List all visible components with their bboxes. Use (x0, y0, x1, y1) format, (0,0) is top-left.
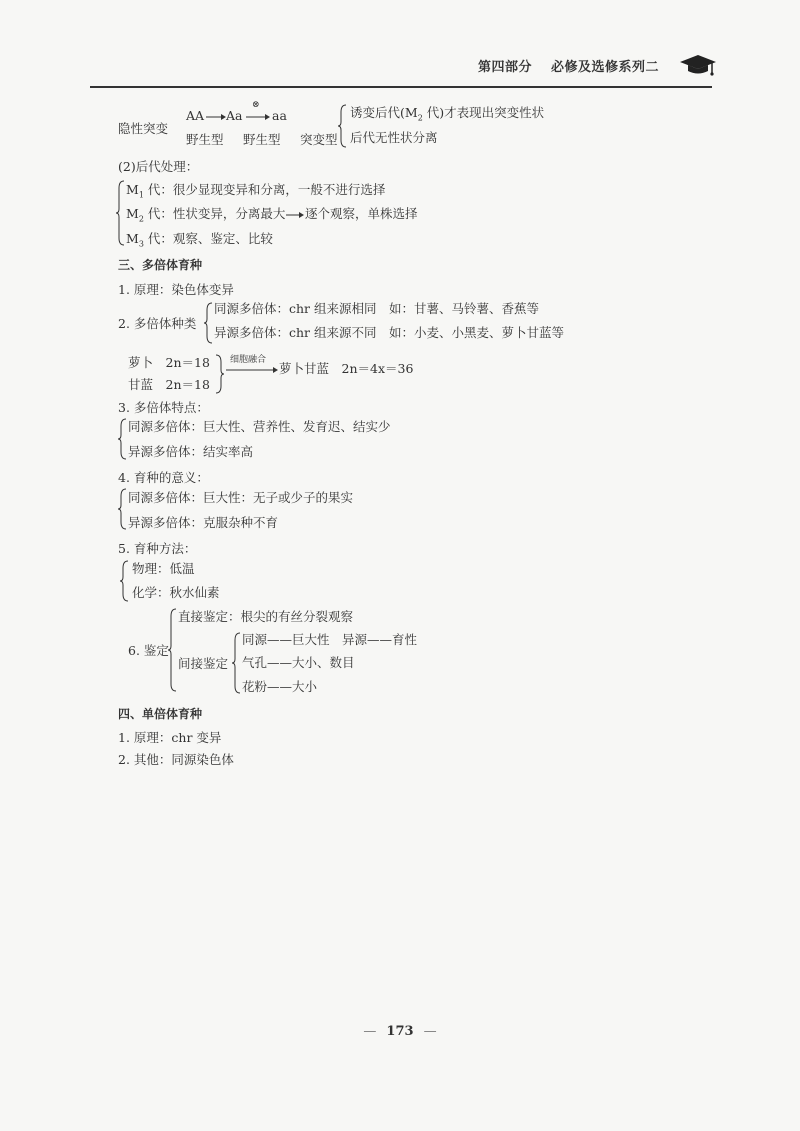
identification-indirect: 间接鉴定 (178, 656, 229, 671)
selfing-icon: ⊗ (252, 100, 260, 110)
header-series: 必修及选修系列二 (551, 60, 660, 75)
method-chemical: 化学：秋水仙素 (132, 585, 220, 600)
mutant-type: 突变型 (300, 132, 338, 147)
haploid-principle: 1. 原理：chr 变异 (118, 730, 222, 745)
offspring-m1: $M_1$ 代：很少显现变异和分离，一般不进行选择 (126, 182, 386, 200)
indirect-stomata: 气孔——大小、数目 (242, 655, 355, 670)
recessive-label: 隐性突变 (118, 121, 169, 136)
header-rule (90, 86, 712, 88)
brace (116, 180, 126, 246)
section-heading-polyploid: 三、多倍体育种 (118, 258, 203, 272)
fusion-label: 细胞融合 (230, 355, 267, 365)
arrow-icon (246, 112, 270, 122)
genotype-aa-rec: aa (272, 108, 287, 123)
polyploid-significance-allo: 异源多倍体：克服杂种不育 (128, 515, 279, 530)
wild-type-2: 野生型 (243, 132, 281, 147)
section-heading-haploid: 四、单倍体育种 (118, 707, 203, 721)
polyploid-principle: 1. 原理：染色体变异 (118, 282, 234, 297)
genotype-aa: AA (186, 108, 205, 123)
header-part: 第四部分 (478, 60, 533, 75)
brace (118, 488, 128, 530)
polyploid-features-allo: 异源多倍体：结实率高 (128, 444, 254, 459)
genotype-aa-het: Aa (226, 108, 243, 123)
running-header (478, 56, 659, 75)
polyploid-features-auto: 同源多倍体：巨大性、营养性、发育迟、结实少 (128, 419, 391, 434)
graduation-cap-icon (678, 52, 718, 78)
identification-label: 6. 鉴定 (128, 643, 169, 658)
brace (118, 418, 128, 460)
polyploid-types-label: 2. 多倍体种类 (118, 316, 197, 331)
brace (204, 302, 214, 344)
brace (232, 632, 242, 694)
offspring-title: (2)后代处理： (118, 159, 199, 174)
haploid-other: 2. 其他：同源染色体 (118, 752, 234, 767)
polyploid-type-auto: 同源多倍体：chr 组来源相同 如：甘薯、马铃薯、香蕉等 (214, 301, 540, 316)
brace (120, 560, 130, 602)
recessive-point-2: 后代无性状分离 (350, 130, 438, 145)
polyploid-significance-auto: 同源多倍体：巨大性：无子或少子的果实 (128, 490, 354, 505)
polyploid-type-allo: 异源多倍体：chr 组来源不同 如：小麦、小黑麦、萝卜甘蓝等 (214, 325, 565, 340)
identification-direct: 直接鉴定：根尖的有丝分裂观察 (178, 609, 354, 624)
cabbage-line: 甘蓝 2n＝18 (128, 377, 210, 392)
page-number: — 173 — (363, 1024, 437, 1039)
polyploid-methods-title: 5. 育种方法： (118, 541, 197, 556)
brace-right (215, 354, 225, 394)
indirect-pollen: 花粉——大小 (242, 679, 318, 694)
wild-type-1: 野生型 (186, 132, 224, 147)
offspring-m2-action: 逐个观察，单株选择 (305, 206, 418, 221)
brace (338, 104, 348, 148)
polyploid-features-title: 3. 多倍体特点： (118, 400, 209, 415)
offspring-m2: $M_2$ 代：性状变异，分离最大 (126, 206, 286, 224)
arrow-icon (286, 210, 304, 220)
offspring-m3: $M_3$ 代：观察、鉴定、比较 (126, 231, 273, 249)
radish-line: 萝卜 2n＝18 (128, 355, 210, 370)
indirect-ploidy: 同源——巨大性 异源——育性 (242, 632, 418, 647)
arrow-icon (206, 112, 226, 122)
brace (168, 608, 178, 692)
arrow-icon (226, 365, 278, 375)
polyploid-significance-title: 4. 育种的意义： (118, 470, 209, 485)
recessive-point-1: 诱变后代($M_2$ 代)才表现出突变性状 (350, 105, 545, 123)
method-physical: 物理：低温 (132, 561, 195, 576)
radish-cabbage-result: 萝卜甘蓝 2n＝4x＝36 (279, 361, 414, 376)
